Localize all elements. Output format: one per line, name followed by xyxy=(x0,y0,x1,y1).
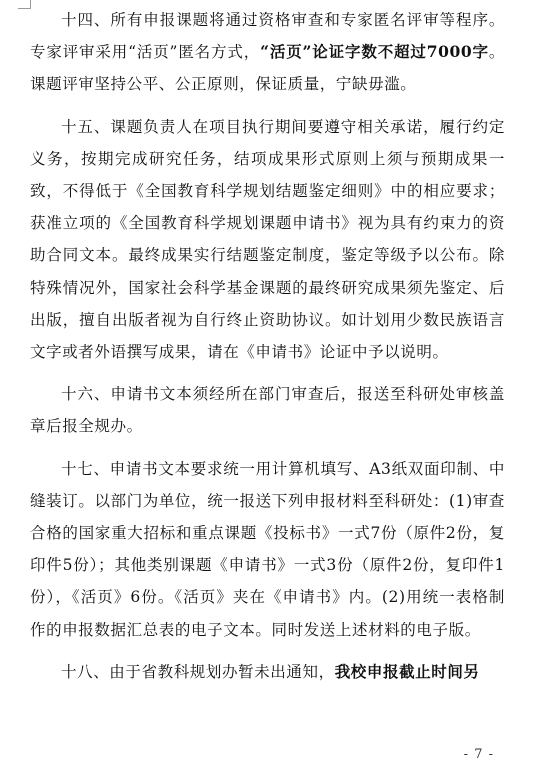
paragraph-17-text: 十七、申请书文本要求统一用计算机填写、A3纸双面印制、中缝装订。以部门为单位，统一报送下列申报材料至科研处：(1)审查合格的国家重大招标和重点课题《投标书》一式7份（原件2份，复印件5份）；其他类别课题《申请书》一式3份（原件2份，复印件1份），《活页》6份。《活页》夹在《申请书》内。(2)用统一表格制作的申报数据汇总表的电子文本。同时发送上述材料的电子版。 xyxy=(30,459,505,639)
paragraph-15-text: 十五、课题负责人在项目执行期间要遵守相关承诺，履行约定义务，按期完成研究任务，结项成果形式原则上须与预期成果一致，不得低于《全国教育科学规划结题鉴定细则》中的相应要求；获准立项的《全国教育科学规划课题申请书》视为具有约束力的资助合同文本。最终成果实行结题鉴定制度，鉴定等级予以公布。除特殊情况外，国家社会科学基金课题的最终研究成果须先鉴定、后出版，擅自出版者视为自行终止资助协议。如计划用少数民族语言文字或者外语撰写成果，请在《申请书》论证中予以说明。 xyxy=(30,117,505,362)
paragraph-14-bold-word-limit: “活页”论证字数不超过7000字 xyxy=(260,42,489,62)
page-number: - 7 - xyxy=(463,747,494,762)
paragraph-17 xyxy=(30,453,505,646)
paragraph-18 xyxy=(30,656,505,688)
paragraph-18-bold-deadline: 我校申报截止时间另 xyxy=(334,661,480,681)
paragraph-16-text: 十六、申请书文本须经所在部门审查后，报送至科研处审核盖章后报全规办。 xyxy=(30,385,505,436)
document-body xyxy=(30,0,505,698)
paragraph-15 xyxy=(30,111,505,369)
paragraph-14 xyxy=(30,4,505,101)
paragraph-14-text-2: 。课题评审坚持公平、公正原则，保证质量，宁缺毋滥。 xyxy=(30,43,505,94)
paragraph-14-text-1: 十四、所有申报课题将通过资格审查和专家匿名评审等程序。专家评审采用“活页”匿名方式， xyxy=(30,11,505,62)
paragraph-18-text: 十八、由于省教科规划办暂未出通知， xyxy=(61,662,335,681)
paragraph-16 xyxy=(30,378,505,442)
